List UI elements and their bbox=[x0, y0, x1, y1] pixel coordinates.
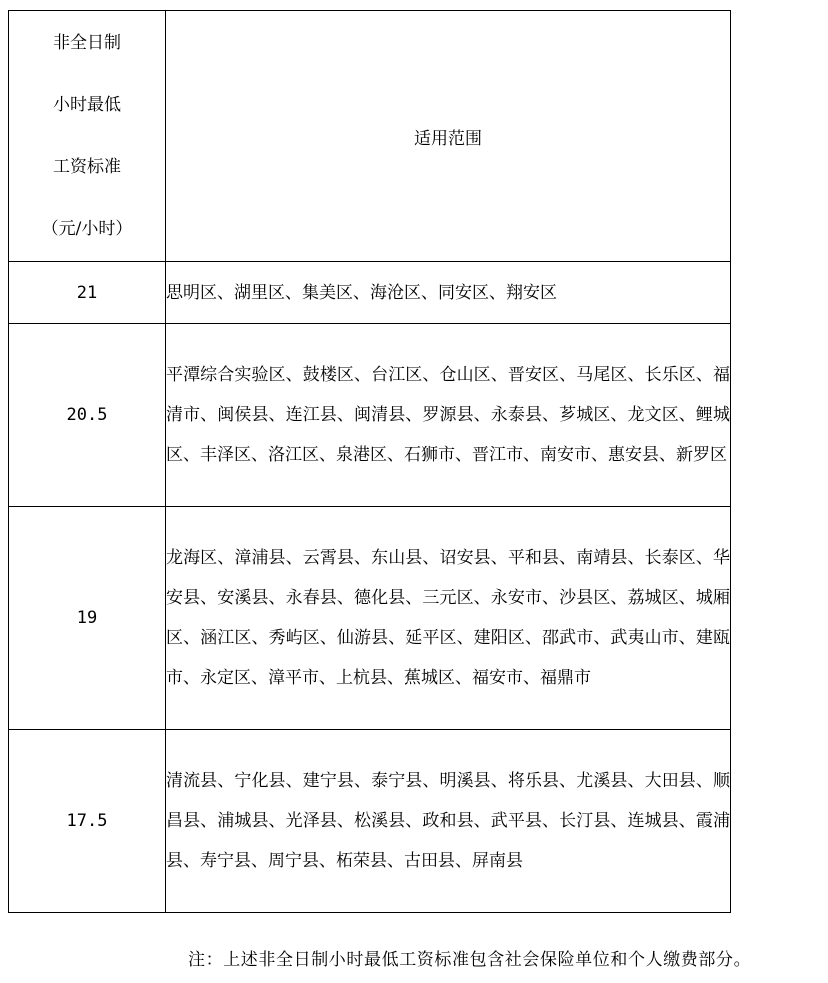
wage-value: 19 bbox=[9, 507, 166, 730]
table-row bbox=[9, 507, 731, 730]
header-wage-standard bbox=[9, 11, 166, 262]
table-row bbox=[9, 324, 731, 507]
header-line: （元/小时） bbox=[41, 219, 133, 239]
area-list: 平潭综合实验区、鼓楼区、台江区、仓山区、晋安区、马尾区、长乐区、福清市、闽侯县、连江县、闽清县、罗源县、永泰县、芗城区、龙文区、鲤城区、丰泽区、洛江区、泉港区、石狮市、晋江市、南安市、惠安县、新罗区 bbox=[166, 324, 731, 507]
header-line: 非全日制 bbox=[53, 33, 121, 53]
header-line: 小时最低 bbox=[53, 95, 121, 115]
table-row bbox=[9, 730, 731, 913]
area-list: 龙海区、漳浦县、云霄县、东山县、诏安县、平和县、南靖县、长泰区、华安县、安溪县、永春县、德化县、三元区、永安市、沙县区、荔城区、城厢区、涵江区、秀屿区、仙游县、延平区、建阳区、邵武市、武夷山市、建瓯市、永定区、漳平市、上杭县、蕉城区、福安市、福鼎市 bbox=[166, 507, 731, 730]
wage-value: 17.5 bbox=[9, 730, 166, 913]
wage-value: 21 bbox=[9, 262, 166, 324]
table-row bbox=[9, 262, 731, 324]
header-scope: 适用范围 bbox=[166, 11, 731, 262]
wage-standard-table bbox=[8, 10, 731, 913]
area-list: 思明区、湖里区、集美区、海沧区、同安区、翔安区 bbox=[166, 262, 731, 324]
footnote: 注：上述非全日制小时最低工资标准包含社会保险单位和个人缴费部分。 bbox=[188, 950, 752, 970]
header-line: 工资标准 bbox=[53, 157, 121, 177]
table-header-row bbox=[9, 11, 731, 262]
wage-value: 20.5 bbox=[9, 324, 166, 507]
area-list: 清流县、宁化县、建宁县、泰宁县、明溪县、将乐县、尤溪县、大田县、顺昌县、浦城县、光泽县、松溪县、政和县、武平县、长汀县、连城县、霞浦县、寿宁县、周宁县、柘荣县、古田县、屏南县 bbox=[166, 730, 731, 913]
